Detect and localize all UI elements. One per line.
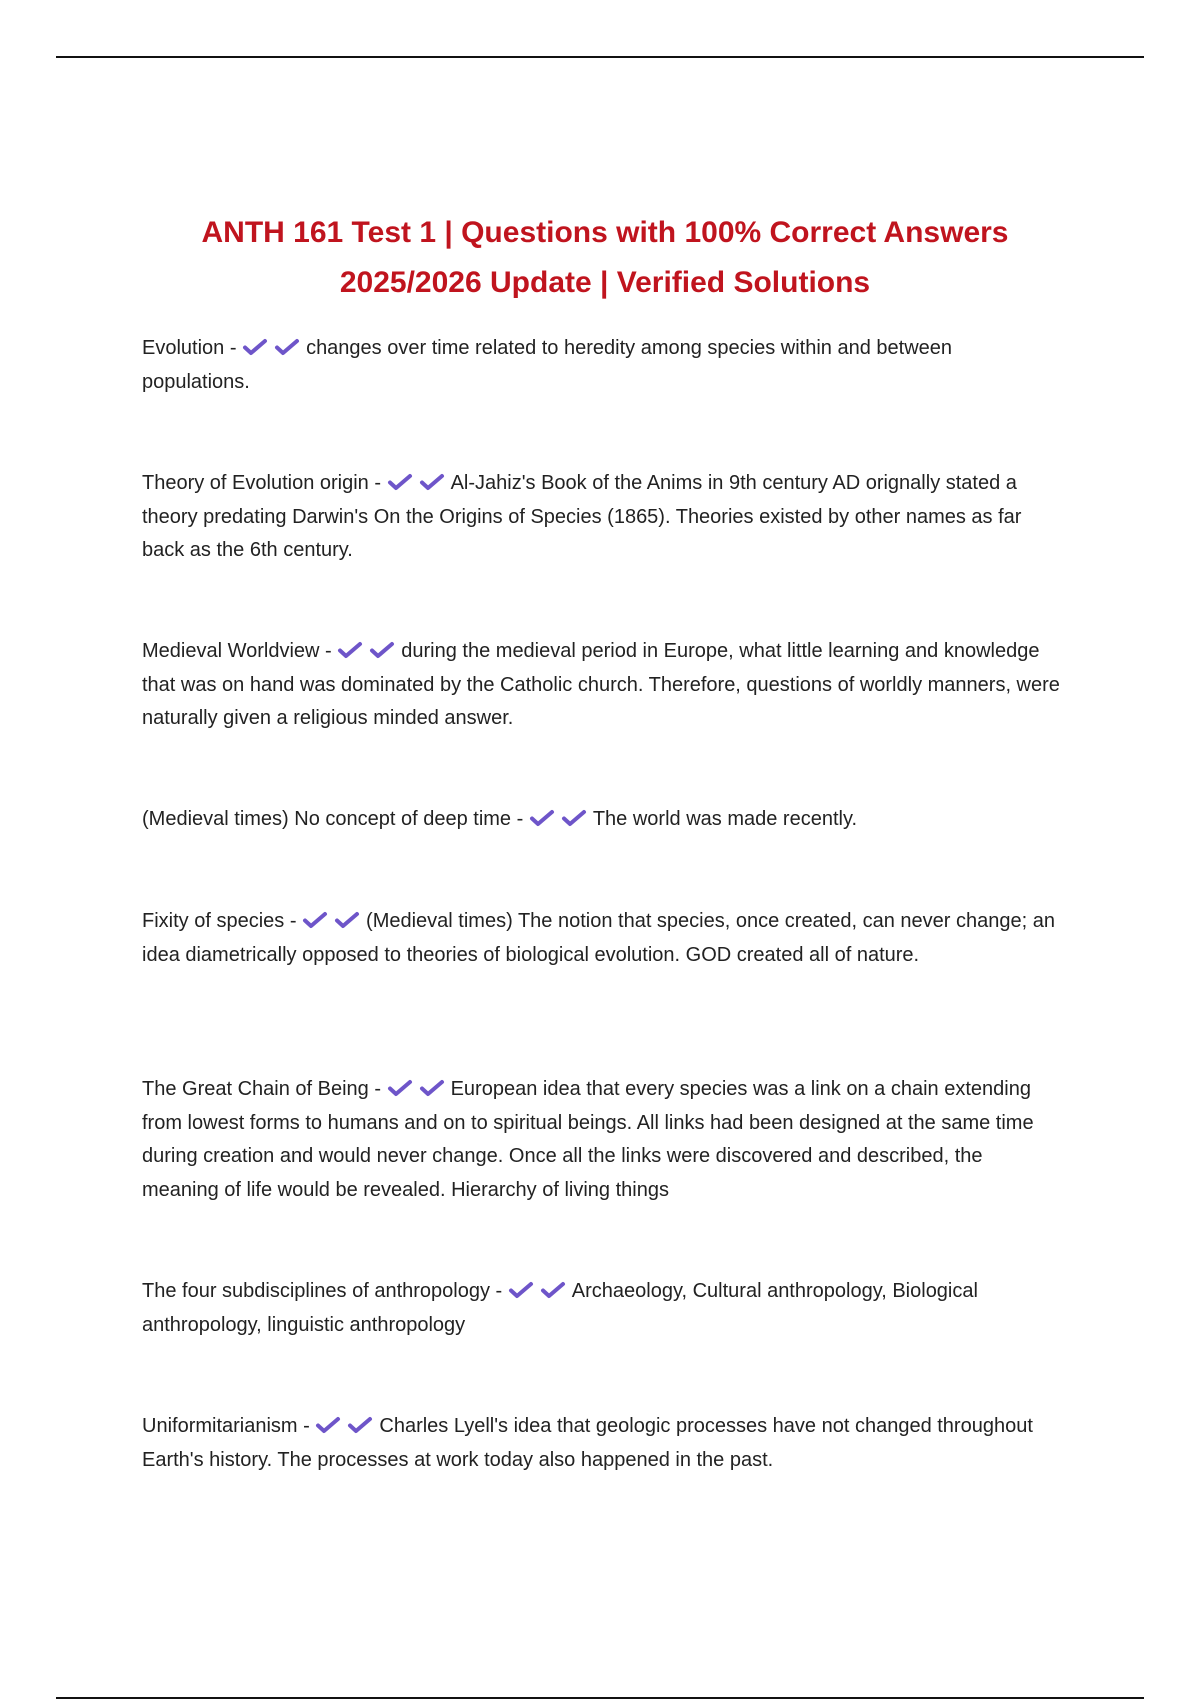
qa-item: Uniformitarianism - Charles Lyell's idea that geologic processes have not changed throughout Earth's history. The processes at work today also happened in the past. xyxy=(142,1415,1033,1471)
qa-term: Medieval Worldview xyxy=(142,640,320,662)
qa-term: Theory of Evolution origin xyxy=(142,472,369,494)
checkmark-icon xyxy=(369,641,395,659)
checkmark-icon xyxy=(387,473,413,491)
qa-term: Uniformitarianism xyxy=(142,1415,298,1437)
top-rule xyxy=(56,56,1144,58)
qa-definition: Al-Jahiz's Book of the Anims in 9th century AD orignally stated a theory predating Darwin's On the Origins of Species (1865). Theories existed by other names as far back as the 6th century. xyxy=(142,472,1022,561)
checkmark-icon xyxy=(242,338,268,356)
checkmark-icon xyxy=(419,1079,445,1097)
qa-definition: The world was made recently. xyxy=(592,808,858,830)
bottom-rule xyxy=(56,1697,1144,1699)
qa-definition: (Medieval times) The notion that species, once created, can never change; an idea diametrically opposed to theories of biological evolution. GOD created all of nature. xyxy=(142,910,1055,966)
qa-definition: changes over time related to heredity among species within and between populations. xyxy=(142,337,952,393)
checkmark-icon xyxy=(529,809,555,827)
checkmark-icon xyxy=(334,911,360,929)
qa-item: Fixity of species - (Medieval times) The notion that species, once created, can never change; an idea diametrically opposed to theories of biological evolution. GOD created all of nature. xyxy=(142,910,1055,966)
qa-item: Evolution - changes over time related to heredity among species within and between populations. xyxy=(142,337,952,393)
checkmark-icon xyxy=(337,641,363,659)
checkmark-icon xyxy=(387,1079,413,1097)
qa-definition: Archaeology, Cultural anthropology, Biological anthropology, linguistic anthropology xyxy=(142,1280,978,1336)
qa-item: Theory of Evolution origin - Al-Jahiz's Book of the Anims in 9th century AD orignally stated a theory predating Darwin's On the Origins of Species (1865). Theories existed by other names as far back as the 6th century. xyxy=(142,472,1022,561)
qa-definition: during the medieval period in Europe, what little learning and knowledge that was on hand was dominated by the Catholic church. Therefore, questions of worldly manners, were naturally given a religious minded answer. xyxy=(142,640,1060,729)
qa-term: (Medieval times) No concept of deep time xyxy=(142,808,512,830)
checkmark-icon xyxy=(419,473,445,491)
qa-term: The four subdisciplines of anthropology xyxy=(142,1280,490,1302)
checkmark-icon xyxy=(302,911,328,929)
qa-definition: Charles Lyell's idea that geologic processes have not changed throughout Earth's history. The processes at work today also happened in the past. xyxy=(142,1415,1033,1471)
checkmark-icon xyxy=(274,338,300,356)
qa-item: (Medieval times) No concept of deep time - The world was made recently. xyxy=(142,808,858,830)
checkmark-icon xyxy=(347,1416,373,1434)
qa-item: Medieval Worldview - during the medieval period in Europe, what little learning and knowledge that was on hand was dominated by the Catholic church. Therefore, questions of worldly manners, were naturally given a religious minded answer. xyxy=(142,640,1060,729)
qa-term: The Great Chain of Being xyxy=(142,1078,369,1100)
qa-item: The four subdisciplines of anthropology - Archaeology, Cultural anthropology, Biological anthropology, linguistic anthropology xyxy=(142,1280,978,1336)
checkmark-icon xyxy=(540,1281,566,1299)
qa-definition: European idea that every species was a link on a chain extending from lowest forms to humans and on to spiritual beings. All links had been designed at the same time during creation and would never change. Once all the links were discovered and described, the meaning of life would be revealed. Hierarchy of living things xyxy=(142,1078,1034,1201)
checkmark-icon xyxy=(561,809,587,827)
checkmark-icon xyxy=(315,1416,341,1434)
qa-term: Fixity of species xyxy=(142,910,285,932)
qa-term: Evolution xyxy=(142,337,225,359)
qa-item: The Great Chain of Being - European idea that every species was a link on a chain extending from lowest forms to humans and on to spiritual beings. All links had been designed at the same time during creation and would never change. Once all the links were discovered and described, the meaning of life would be revealed. Hierarchy of living things xyxy=(142,1078,1034,1201)
document-title: ANTH 161 Test 1 | Questions with 100% Correct Answers 2025/2026 Update | Verified Solutions xyxy=(201,216,1009,299)
checkmark-icon xyxy=(508,1281,534,1299)
